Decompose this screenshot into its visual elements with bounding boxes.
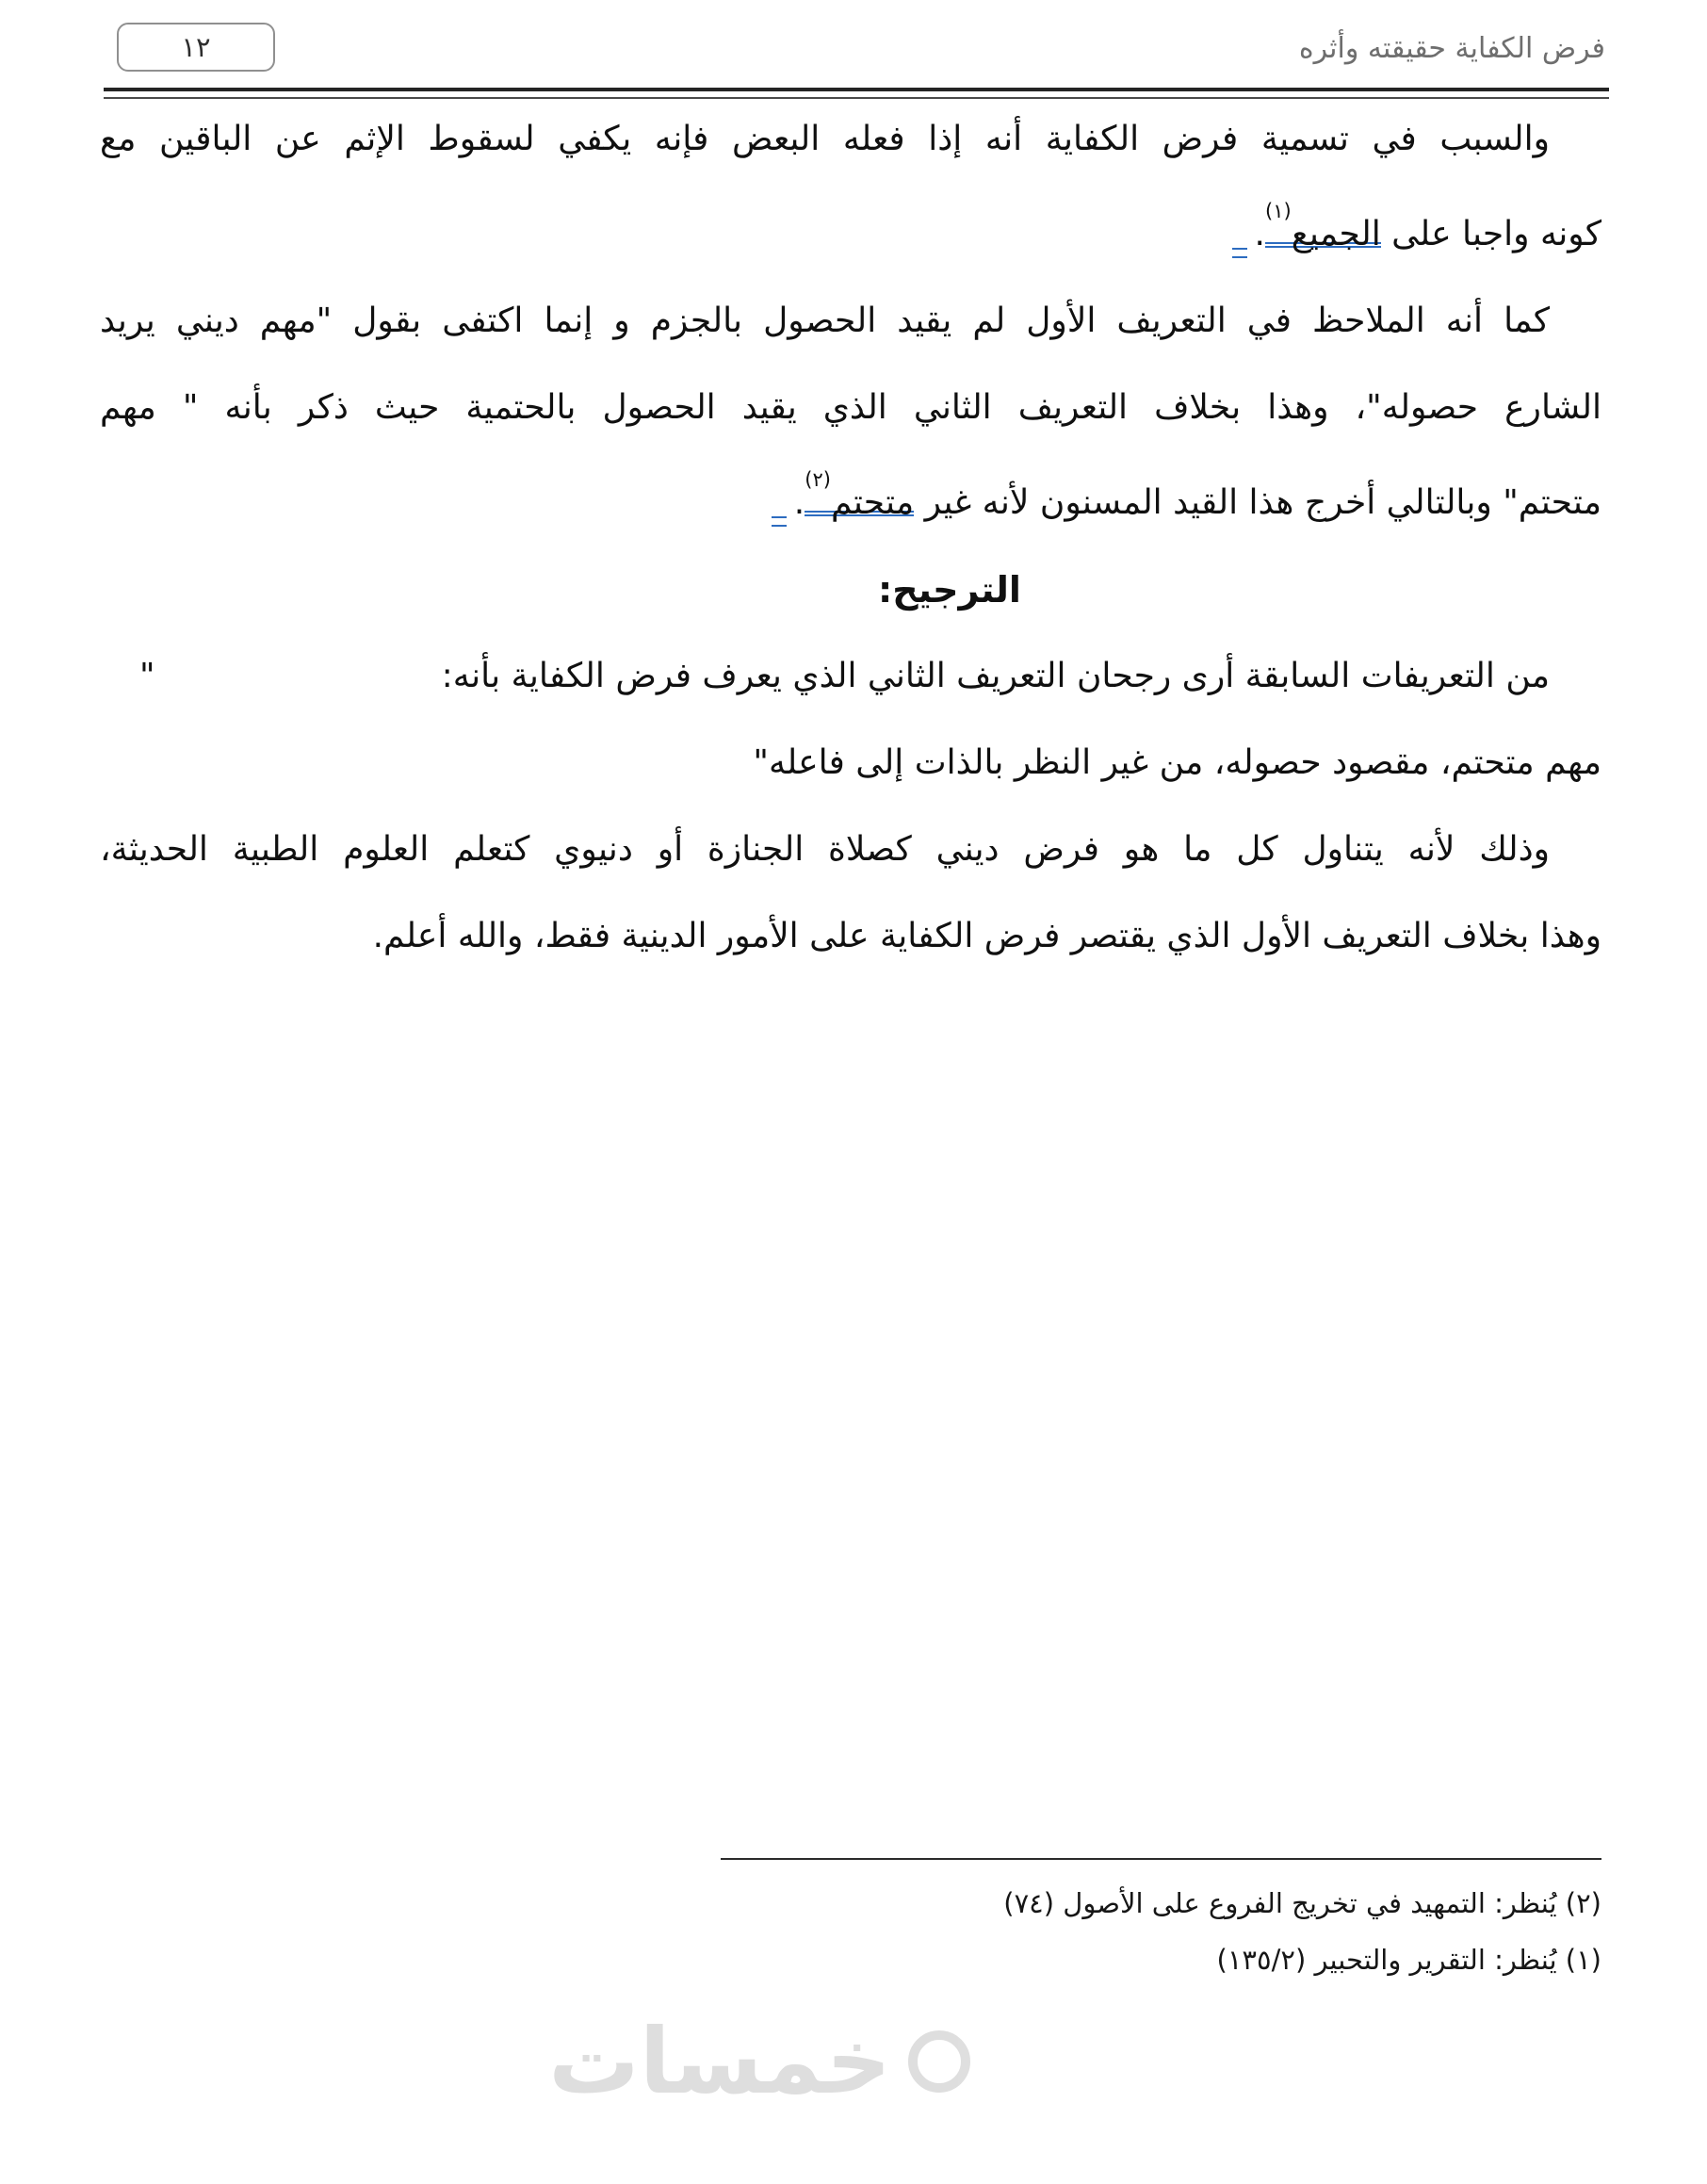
underlined-word-mutahattim: متحتم$^{(٢)}$ (805, 468, 915, 522)
header-rule-thick (104, 88, 1609, 91)
paragraph-1-line-2 (100, 183, 1601, 278)
paragraph-2-period: . (793, 483, 805, 522)
paragraph-4-line-1: وذلك لأنه يتناول كل ما هو فرض ديني كصلاة الجنازة أو دنيوي كتعلم العلوم الطبية الحديثة، (100, 830, 1550, 869)
paragraph-1-line-1: والسبب في تسمية فرض الكفاية أنه إذا فعله البعض فإنه يكفي لسقوط الإثم عن الباقين مع (100, 120, 1550, 158)
paragraph-2-line-2: الشارع حصوله"، وهذا بخلاف التعريف الثاني الذي يقيد الحصول بالحتمية حيث ذكر بأنه " مهم (100, 388, 1601, 427)
paragraph-3-line-1-text: من التعريفات السابقة أرى رجحان التعريف الثاني الذي يعرف فرض الكفاية بأنه: (441, 657, 1550, 695)
footnote-1: (١) يُنظر: التقرير والتحبير (١٣٥/٢) (1216, 1944, 1601, 1976)
page-header (106, 21, 1605, 79)
paragraph-3-line-2: مهم متحتم، مقصود حصوله، من غير النظر بالذات إلى فاعله" (753, 743, 1601, 782)
watermark-text: خمسات (548, 2009, 891, 2114)
paragraph-2-line-3-text: متحتم" وبالتالي أخرج هذا القيد المسنون لأنه غير (914, 483, 1601, 522)
footnotes-section (100, 1858, 1601, 1988)
running-head-title: فرض الكفاية حقيقته وأثره (1298, 32, 1605, 65)
footnote-separator-rule (721, 1858, 1601, 1860)
footnote-marker-1: (١) (1265, 200, 1292, 222)
paragraph-1-period: . (1254, 215, 1265, 253)
underline-artifact-icon (1232, 248, 1247, 258)
paragraph-1-line-2-text: كونه واجبا على (1380, 215, 1601, 253)
watermark-logo-icon (908, 2030, 970, 2093)
underline-artifact-icon (772, 516, 787, 527)
page-number: ١٢ (181, 31, 211, 63)
opening-quote: " (139, 657, 155, 695)
page-body (100, 96, 1601, 980)
khamsat-watermark (443, 2009, 970, 2114)
underlined-word-aljamee: الجميع$^{(١)}$ (1265, 200, 1381, 253)
page-number-box (117, 23, 275, 72)
footnote-marker-2: (٢) (805, 468, 831, 491)
paragraph-2-line-1: كما أنه الملاحظ في التعريف الأول لم يقيد الحصول بالجزم و إنما اكتفى بقول "مهم ديني يريد (100, 302, 1550, 340)
section-heading-tarjih: الترجيح: (878, 569, 1021, 611)
footnote-2: (٢) يُنظر: التمهيد في تخريج الفروع على الأصول (٧٤) (1003, 1887, 1601, 1919)
paragraph-2-line-3 (100, 451, 1601, 546)
paragraph-3-line-1 (100, 633, 1601, 720)
paragraph-4-line-2: وهذا بخلاف التعريف الأول الذي يقتصر فرض الكفاية على الأمور الدينية فقط، والله أعلم. (372, 917, 1601, 955)
